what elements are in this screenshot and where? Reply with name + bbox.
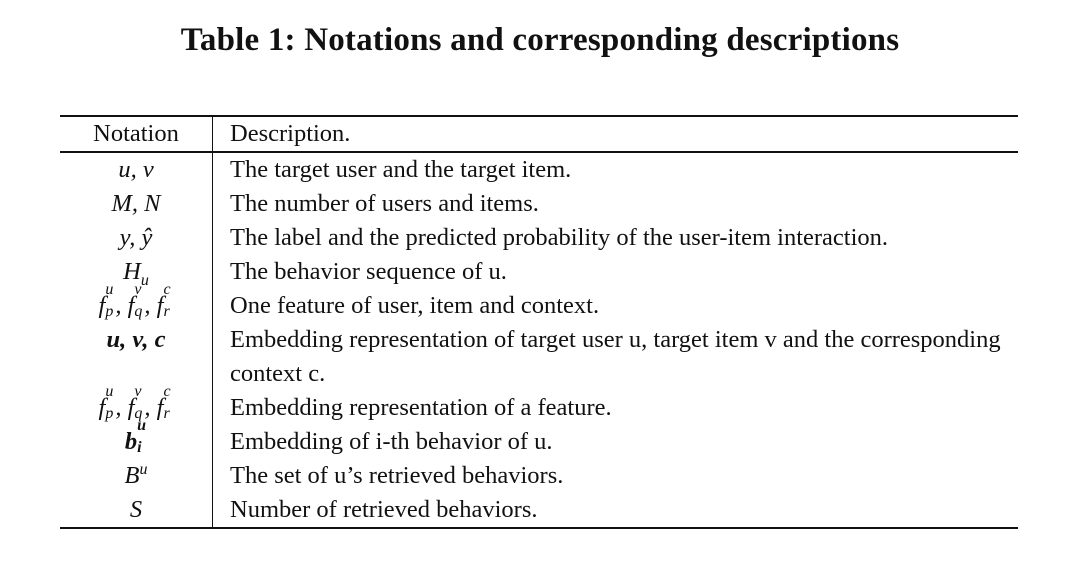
- notation-cell: u, v, c: [60, 323, 213, 391]
- notation-cell: u, v: [60, 152, 213, 187]
- notation-cell: f u p , f v q , f c r: [60, 289, 213, 323]
- table-row: [60, 221, 1018, 255]
- description-cell: Embedding representation of target user u, target item v and the corresponding context c.: [230, 326, 1001, 387]
- description-cell: Embedding of i-th behavior of u.: [230, 428, 553, 455]
- description-cell: One feature of user, item and context.: [230, 292, 600, 319]
- notation-cell: M, N: [60, 187, 213, 221]
- table-row: [60, 255, 1018, 289]
- table-row: [60, 391, 1018, 425]
- notation-table-container: [60, 115, 1018, 529]
- table-row: [60, 425, 1018, 459]
- header-description: Description.: [230, 120, 351, 147]
- notation-cell: b u i: [60, 425, 213, 459]
- table-row: [60, 289, 1018, 323]
- notation-cell: y, ŷ: [60, 221, 213, 255]
- description-cell: The number of users and items.: [230, 190, 539, 217]
- table-caption: Table 1: Notations and corresponding descriptions: [180, 22, 900, 58]
- table-row: [60, 323, 1018, 391]
- table-row: [60, 187, 1018, 221]
- notation-cell: S: [60, 493, 213, 528]
- table-header-row: [60, 116, 1018, 152]
- notation-cell: $B^u$: [60, 459, 213, 493]
- header-notation: Notation: [60, 116, 213, 152]
- table-row: [60, 493, 1018, 528]
- description-cell: The label and the predicted probability of the user-item interaction.: [230, 224, 889, 251]
- table-row: [60, 459, 1018, 493]
- description-cell: The behavior sequence of u.: [230, 258, 507, 285]
- notation-cell: $H_u$: [60, 255, 213, 289]
- notation-table: [60, 115, 1018, 529]
- description-cell: The set of u’s retrieved behaviors.: [230, 462, 564, 489]
- description-cell: The target user and the target item.: [230, 156, 572, 183]
- table-row: [60, 152, 1018, 187]
- notation-cell: f u p , f v q , f c r: [60, 391, 213, 425]
- description-cell: Number of retrieved behaviors.: [230, 496, 538, 523]
- description-cell: Embedding representation of a feature.: [230, 394, 612, 421]
